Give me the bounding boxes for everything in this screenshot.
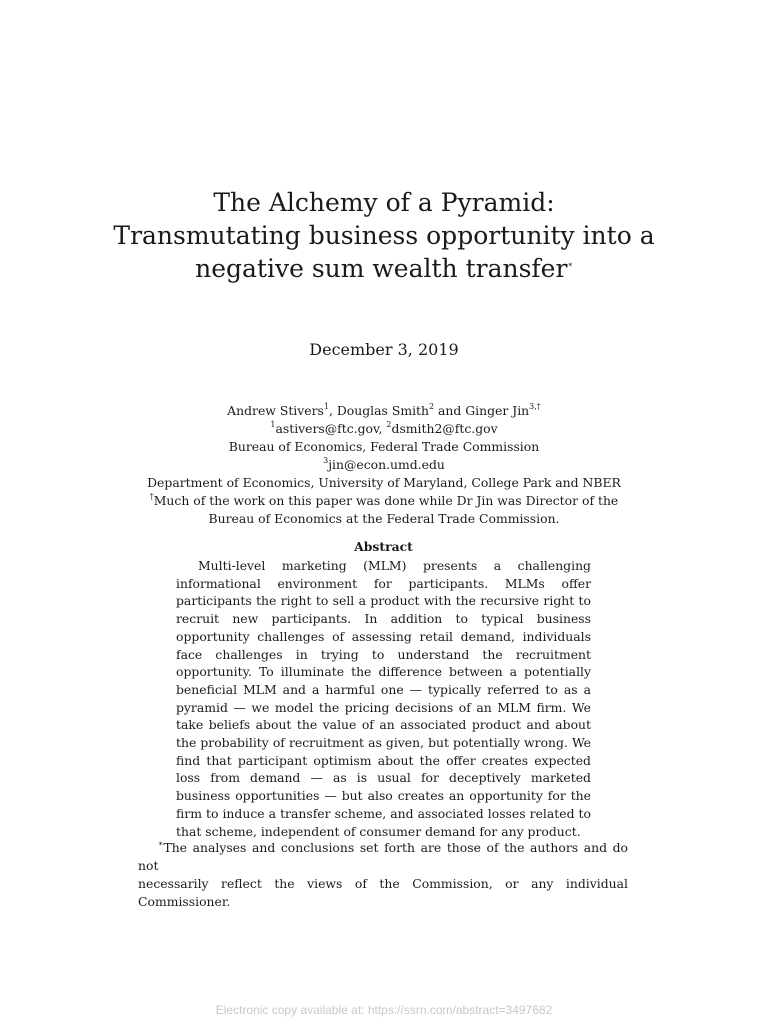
author-name-1: Andrew Stivers [227,403,324,418]
email-3: jin@econ.umd.edu [328,457,445,472]
title-line-3-text: negative sum wealth transfer [195,254,568,283]
affiliation-ftc: Bureau of Economics, Federal Trade Commission [228,439,540,454]
affiliation-umd: Department of Economics, University of Maryland, College Park and NBER [147,475,621,490]
author-email-umd [0,456,768,474]
abstract-body: Multi-level marketing (MLM) presents a challenging informational environment for participants. MLMs offer participants the right to sell a product with the recursive right to recruit new participants. In addition to typical business opportunity challenges of assessing retail demand, individuals face challenges in trying to understand the recruitment opportunity. To illuminate the difference between a potentially beneficial MLM and a harmful one — typically referred to as a pyramid — we model the pricing decisions of an MLM firm. We take beliefs about the value of an associated product and about the probability of recruitment as given, but potentially wrong. We find that participant optimism about the offer creates expected loss from demand — as is usual for deceptively marketed business opportunities — but also creates an opportunity for the firm to induce a transfer scheme, and associated losses related to that scheme, independent of consumer demand for any product. [176,558,591,839]
email-1: astivers@ftc.gov, [275,421,387,436]
email-2: dsmith2@ftc.gov [391,421,498,436]
author-3-sup: 3,† [529,401,541,411]
email-2-sup: 2 [386,419,392,429]
author-name-2: Douglas Smith [336,403,429,418]
author-block [0,402,768,528]
author-1-sup: 1 [323,401,329,411]
title-line-2: Transmutating business opportunity into a [113,221,655,250]
title-line-3 [0,252,768,285]
title-footnote-mark: ∗ [567,259,573,269]
author-name-3: Ginger Jin [465,403,530,418]
dagger-sup: † [149,491,154,501]
title-line-1: The Alchemy of a Pyramid: [213,188,555,217]
author-2-sup: 2 [429,401,435,411]
footnote-mark: ∗ [158,838,164,848]
author-sep-1: , [328,403,337,418]
author-note-line-2: Bureau of Economics at the Federal Trade Commission. [208,511,560,526]
author-note-line-1 [0,492,768,510]
author-note-text-1: Much of the work on this paper was done while Dr Jin was Director of the [153,493,619,508]
email-1-sup: 1 [270,419,276,429]
email-3-sup: 3 [323,455,329,465]
author-emails-ftc [0,420,768,438]
author-names [0,402,768,420]
footnote-text-1: The analyses and conclusions set forth are those of the authors and do not [138,840,628,873]
paper-date: December 3, 2019 [309,340,459,359]
paper-title [0,186,768,285]
footnote-line-2: necessarily reflect the views of the Commission, or any individual Commissioner. [138,876,628,909]
author-sep-2: and [434,403,466,418]
abstract-heading: Abstract [354,539,413,554]
abstract-section [176,538,591,840]
ssrn-banner: Electronic copy available at: https://ssrn.com/abstract=3497682 [215,1003,553,1017]
footnote-line-1 [138,839,628,875]
footnote [138,839,628,911]
